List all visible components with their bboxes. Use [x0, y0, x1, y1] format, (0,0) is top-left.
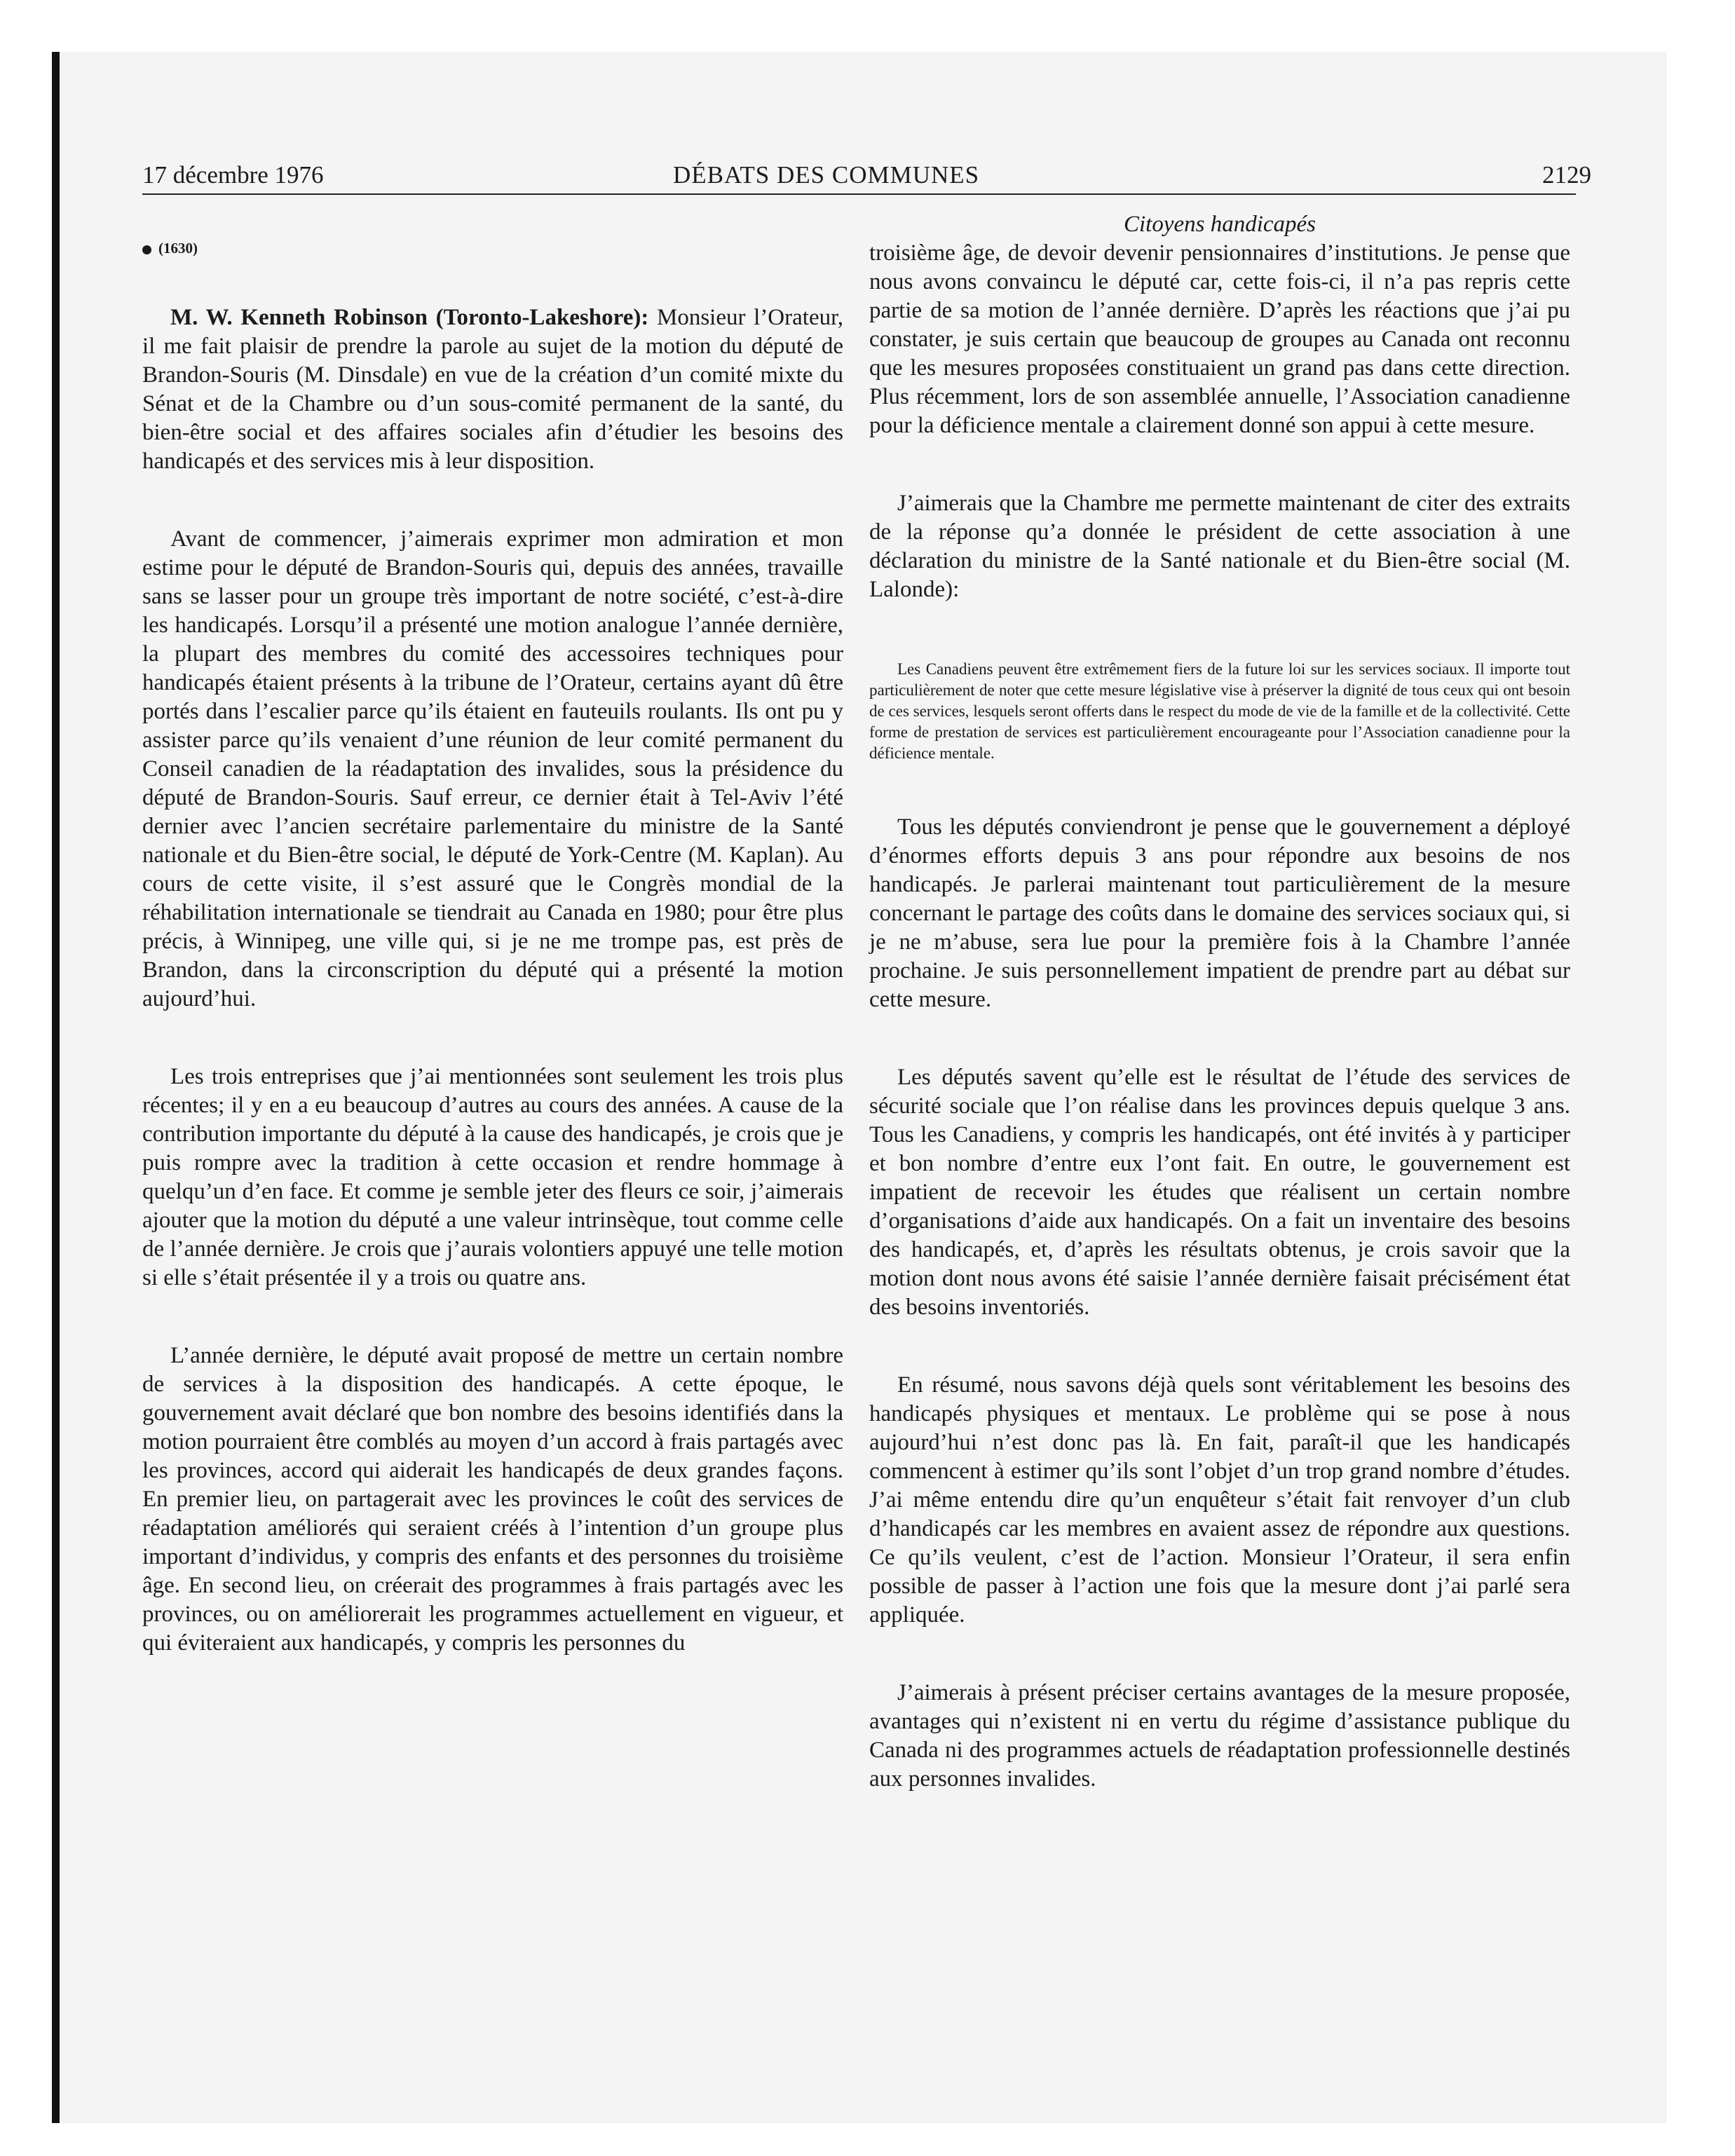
header-title: DÉBATS DES COMMUNES: [673, 161, 980, 189]
time-marker-label: (1630): [158, 240, 198, 257]
paragraph: En résumé, nous savons déjà quels sont véritablement les besoins des handicapés physiques et mentaux. Le problème qui se pose à nous aujourd’hui n’est donc pas là. En fait, paraît-il que les handicapés commencent à estimer qu’ils sont l’objet d’un trop grand nombre d’études. J’ai même entendu dire qu’un enquêteur s’était fait renvoyer d’un club d’handicapés car les membres en avaient assez de répondre aux questions. Ce qu’ils veulent, c’est de l’action. Monsieur l’Orateur, il sera enfin possible de passer à l’action une fois que la mesure dont j’ai parlé sera appliquée.: [869, 1372, 1570, 1628]
header-date: 17 décembre 1976: [142, 161, 324, 189]
running-head: Citoyens handicapés: [1123, 212, 1316, 237]
paragraph: Tous les députés conviendront je pense que le gouvernement a déployé d’énormes efforts depuis 3 ans pour répondre aux besoins de nos handicapés. Je parlerai maintenant tout particulièrement de la mesure concernant le partage des coûts dans le domaine des services sociaux qui, si je ne m’abuse, sera lue pour la première fois à la Chambre l’année prochaine. Je suis personnellement impatient de prendre part au débat sur cette mesure.: [869, 814, 1570, 1012]
right-column: [869, 210, 1570, 1794]
paragraph: J’aimerais que la Chambre me permette maintenant de citer des extraits de la réponse qu’a donnée le président de cette association à une déclaration du ministre de la Santé nationale et du Bien-être social (M. Lalonde):: [869, 491, 1570, 602]
block-quote: Les Canadiens peuvent être extrêmement fiers de la future loi sur les services sociaux. Il importe tout particulièrement de noter que cette mesure législative vise à préserver la dignité de tous ceux qui ont besoin de ces services, lesquels seront offerts dans le respect du mode de vie de la famille et de la collectivité. Cette forme de prestation de services est particulièrement encourageante pour l’Association canadienne pour la déficience mentale.: [869, 660, 1570, 762]
bullet-icon: [142, 245, 151, 254]
paragraph: Avant de commencer, j’aimerais exprimer mon admiration et mon estime pour le député de Brandon-Souris qui, depuis des années, travaille sans se lasser pour un groupe très important de notre société, c’est-à-dire les handicapés. Lorsqu’il a présenté une motion analogue l’année dernière, la plupart des membres du comité des accessoires techniques pour handicapés étaient présents à la tribune de l’Orateur, certains ayant dû être portés dans l’escalier parce qu’ils étaient en fauteuils roulants. Ils ont pu y assister parce qu’ils venaient d’une réunion de leur comité permanent du Conseil canadien de la réadaptation des invalides, sous la présidence du député de Brandon-Souris. Sauf erreur, ce dernier était à Tel-Aviv l’été dernier avec l’ancien secrétaire parlementaire du ministre de la Santé nationale et du Bien-être social, le député de York-Centre (M. Kaplan). Au cours de cette visite, il s’est assuré que le Congrès mondial de la réhabilitation internationale se tiendrait au Canada en 1980; pour être plus précis, à Winnipeg, une ville qui, si je ne me trompe pas, est près de Brandon, dans la circonscription du député qui a présenté la motion aujourd’hui.: [142, 526, 843, 1011]
page-number: 2129: [1542, 161, 1591, 189]
speaker-name: M. W. Kenneth Robinson (Toronto-Lakeshore):: [170, 305, 649, 330]
header-rule: [142, 193, 1576, 195]
paragraph: troisième âge, de devoir devenir pensionnaires d’institutions. Je pense que nous avons convaincu le député car, cette fois-ci, il n’a pas repris cette partie de sa motion de l’année dernière. D’après les réactions que j’ai pu constater, je suis certain que beaucoup de groupes au Canada ont reconnu que les mesures proposées constituaient un grand pas dans cette direction. Plus récemment, lors de son assemblée annuelle, l’Association canadienne pour la déficience mentale a clairement donné son appui à cette mesure.: [869, 240, 1570, 438]
paragraph: Les trois entreprises que j’ai mentionnées sont seulement les trois plus récentes; il y en a eu beaucoup d’autres au cours des années. A cause de la contribution importante du député à la cause des handicapés, je crois que je puis rompre avec la tradition à cette occasion et rendre hommage à quelqu’un d’en face. Et comme je semble jeter des fleurs ce soir, j’aimerais ajouter que la motion du député a une valeur intrinsèque, tout comme celle de l’année dernière. Je crois que j’aurais volontiers appuyé une telle motion si elle s’était présentée il y a trois ou quatre ans.: [142, 1064, 843, 1290]
paragraph: L’année dernière, le député avait proposé de mettre un certain nombre de services à la disposition des handicapés. A cette époque, le gouvernement avait déclaré que bon nombre des besoins identifiés dans la motion pourraient être comblés au moyen d’un accord à frais partagés avec les provinces, accord qui aiderait les handicapés de deux grandes façons. En premier lieu, on partagerait avec les provinces le coût des services de réadaptation améliorés qui seraient créés à l’intention d’un groupe plus important d’individus, y compris des enfants et des personnes du troisième âge. En second lieu, on créerait des programmes à frais partagés avec les provinces, ou on améliorerait les programmes actuellement en vigueur, et qui éviteraient aux handicapés, y compris les personnes du: [142, 1343, 843, 1656]
time-marker: [142, 234, 843, 263]
left-column: [142, 210, 843, 1658]
paragraph: [142, 303, 843, 476]
paragraph: Les députés savent qu’elle est le résultat de l’étude des services de sécurité sociale que l’on réalise dans les provinces depuis quelque 3 ans. Tous les Canadiens, y compris les handicapés, ont été invités à y participer et bon nombre d’entre eux l’ont fait. En outre, le gouvernement est impatient de recevoir les études que réalisent un certain nombre d’organisations d’aide aux handicapés. On a fait un inventaire des besoins des handicapés, et, d’après les résultats obtenus, je crois savoir que la motion dont nous avons été saisie l’année dernière faisait précisément état des besoins inventoriés.: [869, 1065, 1570, 1320]
paragraph: J’aimerais à présent préciser certains avantages de la mesure proposée, avantages qui n’existent ni en vertu du régime d’assistance publique du Canada ni des programmes actuels de réadaptation professionnelle destinés aux personnes invalides.: [869, 1680, 1570, 1792]
paragraph-text: Monsieur l’Orateur, il me fait plaisir de prendre la parole au sujet de la motion du député de Brandon-Souris (M. Dinsdale) en vue de la création d’un comité mixte du Sénat et de la Chambre ou d’un sous-comité permanent de la santé, du bien-être social et des affaires sociales afin d’étudier les besoins des handicapés et des services mis à leur disposition.: [142, 305, 844, 474]
